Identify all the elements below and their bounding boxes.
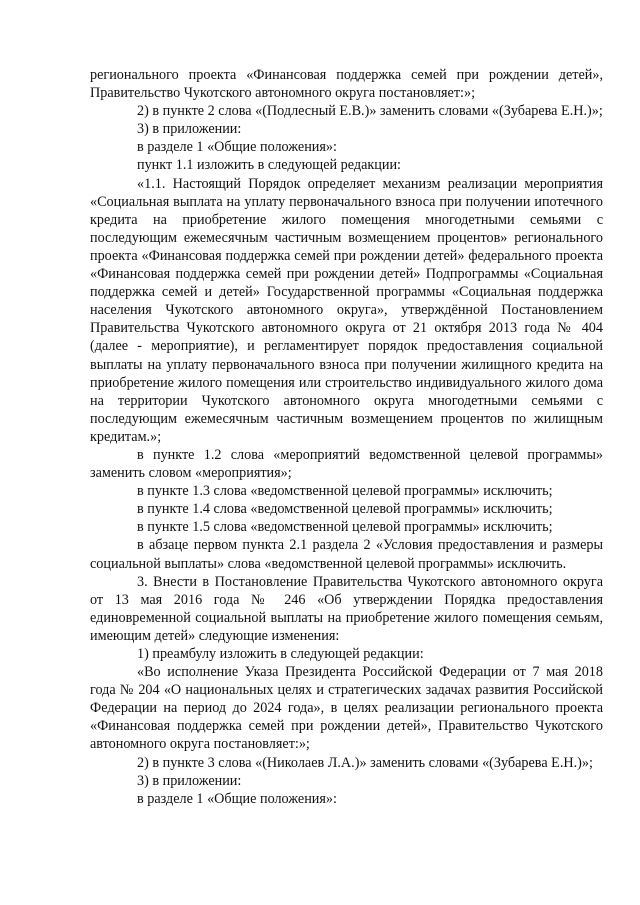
paragraph-preamble-text: «Во исполнение Указа Президента Российской Федерации от 7 мая 2018 года № 204 «О национальных целях и стратегических задачах развития Российской Федерации на период до 2024 года», в целях реализации регионального проекта «Финансовая поддержка семей при рождении детей», Правительство Чукотского автономного округа постановляет:»; — [90, 664, 603, 753]
paragraph-clause-1-4: в пункте 1.4 слова «ведомственной целевой программы» исключить; — [137, 501, 553, 518]
document-page — [90, 66, 603, 808]
paragraph-section-1-2: в разделе 1 «Общие положения»: — [137, 790, 337, 807]
paragraph-preamble-end: регионального проекта «Финансовая поддержка семей при рождении детей», Правительство Чукотского автономного округа постановляет:»; — [90, 67, 603, 102]
paragraph-section-1: в разделе 1 «Общие положения»: — [137, 139, 337, 156]
paragraph-item-3-appendix: 3) в приложении: — [137, 121, 242, 138]
paragraph-appendix-2: 3) в приложении: — [137, 772, 242, 789]
paragraph-item-2-replace: 2) в пункте 2 слова «(Подлесный Е.В.)» заменить словами «(Зубарева Е.Н.)»; — [137, 103, 603, 120]
paragraph-preamble-intro: 1) преамбулу изложить в следующей редакции: — [137, 646, 424, 662]
paragraph-item-3-amend-246: 3. Внести в Постановление Правительства Чукотского автономного округа от 13 мая 2016 года № 246 «Об утверждении Порядка предоставления единовременной социальной выплаты на приобретение жилого помещения семьям, имеющим детей» следующие изменения: — [90, 573, 603, 644]
paragraph-clause-1-1-intro: пункт 1.1 изложить в следующей редакции: — [137, 157, 401, 174]
paragraph-clause-1-1-text: «1.1. Настоящий Порядок определяет механизм реализации мероприятия «Социальная выплата на уплату первоначального взноса при получении ипотечного кредита на приобретение жилого помещения многодетными семьями с последующим ежемесячным частичным возмещением процентов» регионального проекта «Финансовая поддержка семей при рождении детей» федерального проекта «Финансовая поддержка семей при рождении детей» Подпрограммы «Социальная поддержка семей и детей» Государственной программы «Социальная поддержка населения Чукотского автономного округа», утверждённой Постановлением Правительства Чукотского автономного округа от 21 октября 2013 года № 404 (далее - мероприятие), и регламентирует порядок предоставления социальной выплаты на уплату первоначального взноса при получении жилищного кредита на приобретение жилого помещения или строительство индивидуального жилого дома на территории Чукотского автономного округа многодетными семьями с последующим ежемесячным частичным возмещением процентов по жилищным кредитам.»; — [90, 175, 603, 445]
paragraph-clause-2-1: в абзаце первом пункта 2.1 раздела 2 «Условия предоставления и размеры социальной выплаты» слова «ведомственной целевой программы» исключить. — [90, 537, 603, 572]
paragraph-clause-1-3: в пункте 1.3 слова «ведомственной целевой программы» исключить; — [137, 483, 553, 500]
paragraph-clause-1-5: в пункте 1.5 слова «ведомственной целевой программы» исключить; — [137, 519, 553, 536]
paragraph-clause-1-2: в пункте 1.2 слова «мероприятий ведомственной целевой программы» заменить словом «мероприятия»; — [90, 446, 603, 482]
paragraph-item-3-replace: 2) в пункте 3 слова «(Николаев Л.А.)» заменить словами «(Зубарева Е.Н.)»; — [137, 754, 593, 771]
